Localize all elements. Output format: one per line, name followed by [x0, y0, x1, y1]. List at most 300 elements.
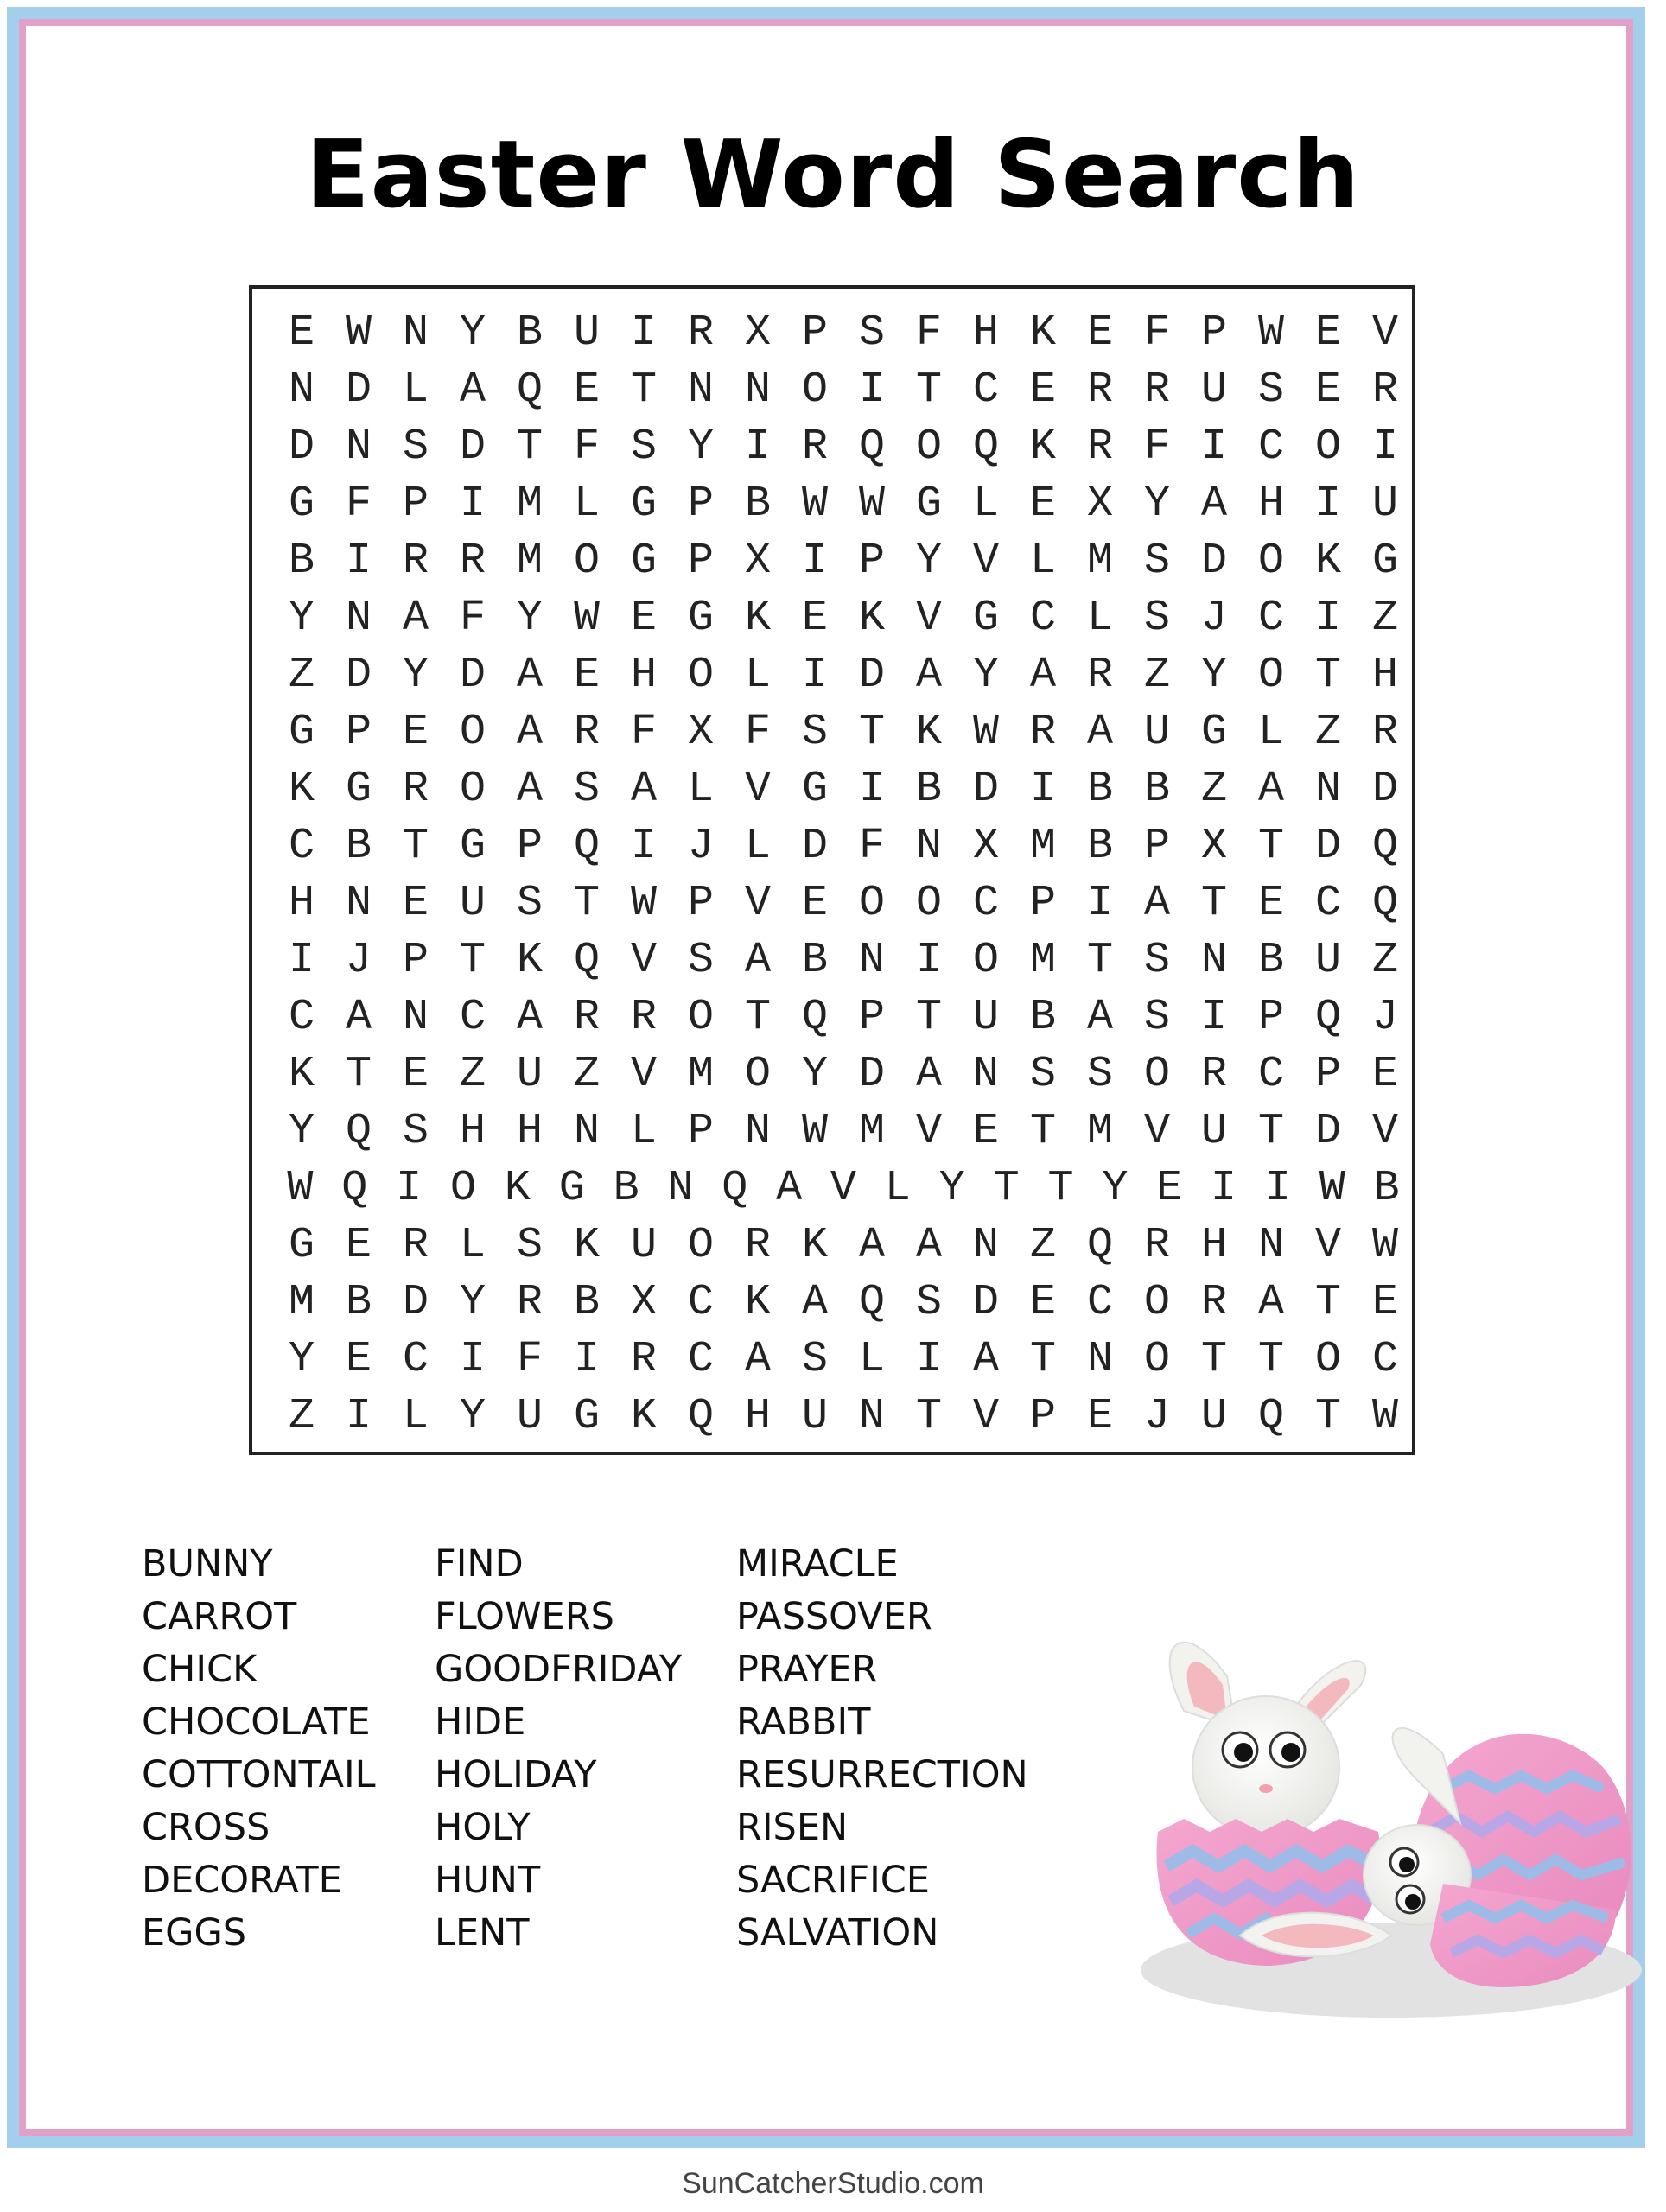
letter-grid: [273, 304, 1414, 1445]
grid-letter: O: [1143, 1049, 1170, 1099]
grid-letter: E: [1314, 365, 1341, 415]
grid-letter: T: [516, 422, 543, 472]
grid-letter: R: [402, 1220, 429, 1270]
grid-letter: G: [630, 536, 657, 586]
grid-letter: Y: [938, 1163, 965, 1213]
grid-letter: F: [630, 707, 657, 757]
grid-letter: Y: [516, 593, 543, 643]
grid-letter: A: [630, 764, 657, 814]
grid-letter: F: [915, 308, 942, 358]
grid-letter: Q: [573, 821, 600, 871]
grid-letter: X: [630, 1277, 657, 1327]
grid-letter: P: [687, 878, 714, 928]
grid-letter: G: [915, 479, 942, 529]
grid-row: [273, 1331, 1414, 1388]
grid-letter: K: [744, 593, 771, 643]
grid-letter: A: [1143, 878, 1170, 928]
grid-letter: P: [801, 308, 828, 358]
grid-letter: W: [573, 593, 600, 643]
grid-letter: V: [630, 1049, 657, 1099]
grid-letter: E: [1371, 1277, 1398, 1327]
grid-letter: K: [516, 935, 543, 985]
grid-letter: A: [744, 1334, 771, 1384]
grid-letter: Q: [341, 1163, 368, 1213]
grid-letter: A: [516, 650, 543, 700]
grid-letter: I: [915, 935, 942, 985]
grid-letter: O: [1257, 536, 1284, 586]
grid-letter: A: [1257, 764, 1284, 814]
grid-letter: K: [858, 593, 885, 643]
grid-letter: Q: [1257, 1391, 1284, 1441]
grid-letter: E: [345, 1334, 372, 1384]
grid-letter: Q: [516, 365, 543, 415]
grid-row: [273, 1217, 1414, 1274]
grid-row: [273, 760, 1414, 817]
grid-letter: A: [516, 992, 543, 1042]
word-list-item: RISEN: [736, 1806, 849, 1849]
grid-letter: I: [396, 1163, 423, 1213]
grid-letter: I: [345, 1391, 372, 1441]
grid-letter: Q: [687, 1391, 714, 1441]
grid-letter: Q: [722, 1163, 748, 1213]
grid-letter: Q: [1314, 992, 1341, 1042]
grid-row: [273, 703, 1414, 760]
grid-letter: T: [1047, 1163, 1074, 1213]
grid-letter: U: [516, 1049, 543, 1099]
grid-letter: O: [915, 422, 942, 472]
grid-letter: S: [1143, 935, 1170, 985]
grid-letter: L: [744, 650, 771, 700]
grid-letter: S: [915, 1277, 942, 1327]
grid-letter: A: [516, 764, 543, 814]
grid-letter: T: [1200, 878, 1227, 928]
grid-letter: R: [1086, 650, 1113, 700]
grid-letter: T: [744, 992, 771, 1042]
grid-letter: N: [1086, 1334, 1113, 1384]
grid-letter: P: [1029, 1391, 1056, 1441]
grid-letter: U: [1143, 707, 1170, 757]
grid-letter: D: [288, 422, 315, 472]
grid-letter: T: [1314, 650, 1341, 700]
grid-letter: E: [972, 1106, 999, 1156]
grid-letter: V: [1143, 1106, 1170, 1156]
grid-letter: B: [1086, 764, 1113, 814]
grid-letter: W: [1371, 1391, 1398, 1441]
grid-letter: O: [915, 878, 942, 928]
grid-letter: R: [1029, 707, 1056, 757]
grid-letter: E: [801, 878, 828, 928]
grid-letter: W: [287, 1163, 314, 1213]
grid-letter: J: [1200, 593, 1227, 643]
grid-letter: M: [1029, 935, 1056, 985]
grid-letter: N: [1257, 1220, 1284, 1270]
grid-letter: E: [345, 1220, 372, 1270]
grid-letter: L: [402, 1391, 429, 1441]
word-list-item: SACRIFICE: [736, 1859, 930, 1902]
grid-letter: I: [630, 821, 657, 871]
grid-letter: N: [402, 308, 429, 358]
grid-letter: N: [915, 821, 942, 871]
grid-letter: Z: [1200, 764, 1227, 814]
grid-letter: I: [744, 422, 771, 472]
grid-row: [273, 1274, 1414, 1331]
grid-letter: O: [459, 764, 486, 814]
grid-letter: J: [1143, 1391, 1170, 1441]
grid-letter: T: [1029, 1334, 1056, 1384]
grid-letter: C: [402, 1334, 429, 1384]
grid-letter: V: [1314, 1220, 1341, 1270]
grid-letter: D: [459, 422, 486, 472]
grid-letter: P: [1314, 1049, 1341, 1099]
grid-letter: R: [744, 1220, 771, 1270]
grid-letter: G: [1200, 707, 1227, 757]
grid-letter: V: [1371, 308, 1398, 358]
grid-letter: N: [1200, 935, 1227, 985]
grid-letter: I: [1029, 764, 1056, 814]
word-list-item: FLOWERS: [435, 1595, 614, 1638]
word-list-column-3: [736, 1538, 1028, 1960]
grid-letter: P: [687, 479, 714, 529]
grid-letter: M: [687, 1049, 714, 1099]
word-list-item: HIDE: [435, 1700, 526, 1744]
grid-letter: G: [573, 1391, 600, 1441]
grid-row: [273, 931, 1414, 988]
grid-letter: K: [630, 1391, 657, 1441]
grid-letter: W: [801, 479, 828, 529]
grid-letter: E: [801, 593, 828, 643]
grid-letter: M: [516, 479, 543, 529]
grid-letter: O: [687, 1220, 714, 1270]
grid-letter: C: [1371, 1334, 1398, 1384]
grid-letter: C: [1257, 593, 1284, 643]
grid-letter: N: [288, 365, 315, 415]
grid-letter: Q: [1371, 821, 1398, 871]
grid-letter: T: [915, 1391, 942, 1441]
grid-letter: U: [1200, 365, 1227, 415]
grid-letter: A: [972, 1334, 999, 1384]
grid-letter: S: [516, 1220, 543, 1270]
grid-letter: Y: [972, 650, 999, 700]
grid-letter: M: [516, 536, 543, 586]
grid-letter: A: [801, 1277, 828, 1327]
grid-letter: L: [573, 479, 600, 529]
grid-letter: D: [345, 365, 372, 415]
grid-letter: B: [801, 935, 828, 985]
grid-letter: B: [744, 479, 771, 529]
grid-letter: N: [573, 1106, 600, 1156]
grid-letter: J: [345, 935, 372, 985]
footer-credit: SunCatcherStudio.com: [682, 2167, 984, 2200]
grid-letter: Y: [1143, 479, 1170, 529]
grid-letter: P: [1029, 878, 1056, 928]
grid-letter: H: [972, 308, 999, 358]
grid-letter: O: [972, 935, 999, 985]
grid-letter: N: [1314, 764, 1341, 814]
grid-letter: Q: [801, 992, 828, 1042]
grid-letter: S: [1086, 1049, 1113, 1099]
grid-letter: O: [1143, 1277, 1170, 1327]
grid-letter: A: [915, 650, 942, 700]
grid-letter: N: [972, 1049, 999, 1099]
grid-letter: N: [744, 1106, 771, 1156]
grid-letter: R: [801, 422, 828, 472]
grid-letter: K: [801, 1220, 828, 1270]
grid-letter: Q: [573, 935, 600, 985]
grid-letter: Y: [402, 650, 429, 700]
grid-letter: I: [1200, 992, 1227, 1042]
grid-letter: K: [1314, 536, 1341, 586]
grid-letter: R: [630, 1334, 657, 1384]
grid-letter: S: [1257, 365, 1284, 415]
grid-letter: O: [1143, 1334, 1170, 1384]
grid-letter: U: [801, 1391, 828, 1441]
grid-letter: K: [288, 1049, 315, 1099]
grid-letter: R: [1143, 1220, 1170, 1270]
grid-letter: A: [1086, 707, 1113, 757]
grid-letter: I: [1264, 1163, 1291, 1213]
grid-letter: F: [1143, 308, 1170, 358]
grid-letter: T: [459, 935, 486, 985]
grid-letter: Q: [1086, 1220, 1113, 1270]
grid-letter: U: [459, 878, 486, 928]
word-list-item: DECORATE: [142, 1859, 342, 1902]
grid-letter: S: [858, 308, 885, 358]
grid-letter: Y: [288, 1106, 315, 1156]
grid-letter: G: [972, 593, 999, 643]
grid-row: [273, 304, 1414, 361]
grid-letter: U: [573, 308, 600, 358]
grid-letter: N: [744, 365, 771, 415]
grid-letter: L: [858, 1334, 885, 1384]
grid-letter: K: [573, 1220, 600, 1270]
grid-letter: Z: [1029, 1220, 1056, 1270]
grid-letter: J: [1371, 992, 1398, 1042]
grid-letter: C: [459, 992, 486, 1042]
grid-letter: V: [630, 935, 657, 985]
grid-letter: N: [667, 1163, 694, 1213]
grid-letter: R: [630, 992, 657, 1042]
grid-letter: I: [1314, 479, 1341, 529]
grid-letter: R: [1086, 365, 1113, 415]
word-list-item: RESURRECTION: [736, 1753, 1028, 1796]
grid-letter: U: [1200, 1391, 1227, 1441]
grid-letter: O: [1314, 422, 1341, 472]
grid-letter: V: [1371, 1106, 1398, 1156]
grid-letter: X: [972, 821, 999, 871]
grid-letter: R: [1200, 1049, 1227, 1099]
grid-letter: C: [972, 365, 999, 415]
grid-letter: Q: [972, 422, 999, 472]
grid-letter: B: [1086, 821, 1113, 871]
grid-letter: K: [915, 707, 942, 757]
grid-letter: C: [1086, 1277, 1113, 1327]
grid-letter: I: [345, 536, 372, 586]
grid-letter: H: [744, 1391, 771, 1441]
grid-letter: W: [1257, 308, 1284, 358]
grid-letter: M: [1086, 1106, 1113, 1156]
grid-letter: B: [1257, 935, 1284, 985]
grid-letter: Q: [1371, 878, 1398, 928]
grid-letter: P: [1143, 821, 1170, 871]
grid-letter: A: [1086, 992, 1113, 1042]
grid-letter: T: [630, 365, 657, 415]
grid-letter: T: [915, 365, 942, 415]
grid-letter: X: [744, 536, 771, 586]
grid-letter: V: [915, 1106, 942, 1156]
grid-letter: T: [1200, 1334, 1227, 1384]
grid-letter: Z: [1371, 593, 1398, 643]
grid-letter: W: [801, 1106, 828, 1156]
grid-letter: A: [1200, 479, 1227, 529]
grid-letter: E: [1086, 1391, 1113, 1441]
grid-letter: B: [573, 1277, 600, 1327]
grid-letter: V: [972, 1391, 999, 1441]
grid-letter: W: [1319, 1163, 1345, 1213]
grid-letter: C: [1257, 1049, 1284, 1099]
grid-letter: E: [1156, 1163, 1183, 1213]
grid-letter: D: [345, 650, 372, 700]
grid-letter: O: [1314, 1334, 1341, 1384]
grid-letter: F: [459, 593, 486, 643]
grid-row: [273, 646, 1414, 703]
grid-letter: E: [1029, 1277, 1056, 1327]
grid-letter: G: [1371, 536, 1398, 586]
grid-letter: H: [1371, 650, 1398, 700]
grid-letter: H: [1200, 1220, 1227, 1270]
grid-letter: E: [1371, 1049, 1398, 1099]
grid-letter: L: [972, 479, 999, 529]
grid-letter: F: [516, 1334, 543, 1384]
grid-row: [273, 532, 1414, 589]
grid-letter: K: [1029, 308, 1056, 358]
grid-letter: U: [972, 992, 999, 1042]
grid-letter: W: [1371, 1220, 1398, 1270]
grid-letter: R: [1143, 365, 1170, 415]
word-list-item: COTTONTAIL: [142, 1753, 376, 1796]
grid-letter: P: [402, 935, 429, 985]
grid-letter: Q: [345, 1106, 372, 1156]
grid-letter: V: [744, 764, 771, 814]
grid-letter: O: [687, 992, 714, 1042]
grid-letter: P: [402, 479, 429, 529]
grid-letter: B: [613, 1163, 639, 1213]
grid-letter: O: [1257, 650, 1284, 700]
grid-letter: T: [1314, 1391, 1341, 1441]
grid-letter: P: [1200, 308, 1227, 358]
grid-letter: C: [687, 1277, 714, 1327]
grid-letter: F: [345, 479, 372, 529]
page-title: Easter Word Search: [305, 121, 1361, 229]
grid-letter: I: [1371, 422, 1398, 472]
grid-letter: W: [345, 308, 372, 358]
grid-letter: I: [801, 650, 828, 700]
grid-letter: O: [858, 878, 885, 928]
puzzle-grid-box: [249, 285, 1415, 1455]
grid-letter: G: [558, 1163, 585, 1213]
grid-letter: M: [288, 1277, 315, 1327]
grid-letter: O: [801, 365, 828, 415]
grid-letter: A: [459, 365, 486, 415]
grid-letter: F: [744, 707, 771, 757]
grid-letter: E: [1029, 365, 1056, 415]
grid-letter: R: [1371, 365, 1398, 415]
grid-letter: T: [915, 992, 942, 1042]
grid-letter: I: [801, 536, 828, 586]
grid-letter: B: [345, 821, 372, 871]
grid-letter: C: [1029, 593, 1056, 643]
grid-letter: D: [1314, 1106, 1341, 1156]
grid-letter: T: [1257, 1106, 1284, 1156]
grid-letter: Y: [915, 536, 942, 586]
grid-letter: U: [630, 1220, 657, 1270]
grid-letter: I: [459, 479, 486, 529]
grid-letter: L: [687, 764, 714, 814]
grid-letter: O: [459, 707, 486, 757]
grid-letter: W: [630, 878, 657, 928]
grid-letter: F: [1143, 422, 1170, 472]
grid-letter: S: [630, 422, 657, 472]
grid-letter: U: [1371, 479, 1398, 529]
grid-letter: Z: [573, 1049, 600, 1099]
grid-letter: Y: [459, 1277, 486, 1327]
grid-letter: H: [288, 878, 315, 928]
grid-letter: D: [402, 1277, 429, 1327]
grid-letter: S: [801, 707, 828, 757]
grid-letter: Z: [459, 1049, 486, 1099]
grid-letter: D: [858, 650, 885, 700]
grid-letter: A: [915, 1220, 942, 1270]
grid-letter: D: [972, 1277, 999, 1327]
grid-letter: E: [402, 707, 429, 757]
grid-letter: E: [630, 593, 657, 643]
grid-row: [273, 1388, 1414, 1445]
word-list-item: EGGS: [142, 1911, 247, 1955]
grid-letter: N: [345, 878, 372, 928]
grid-letter: T: [573, 878, 600, 928]
grid-letter: E: [1086, 308, 1113, 358]
grid-letter: P: [858, 536, 885, 586]
grid-letter: E: [573, 650, 600, 700]
grid-letter: I: [288, 935, 315, 985]
grid-letter: W: [858, 479, 885, 529]
grid-letter: Q: [858, 1277, 885, 1327]
grid-letter: E: [1257, 878, 1284, 928]
grid-letter: Y: [1200, 650, 1227, 700]
grid-letter: A: [402, 593, 429, 643]
grid-letter: I: [858, 764, 885, 814]
grid-letter: D: [459, 650, 486, 700]
grid-letter: A: [345, 992, 372, 1042]
grid-row: [273, 589, 1414, 646]
word-list-item: BUNNY: [142, 1542, 273, 1586]
grid-letter: C: [972, 878, 999, 928]
grid-letter: E: [573, 365, 600, 415]
grid-letter: Z: [1143, 650, 1170, 700]
grid-letter: L: [459, 1220, 486, 1270]
grid-letter: C: [1257, 422, 1284, 472]
word-list-item: CHOCOLATE: [142, 1700, 371, 1744]
grid-letter: B: [1143, 764, 1170, 814]
grid-letter: G: [687, 593, 714, 643]
grid-letter: I: [858, 365, 885, 415]
grid-letter: C: [687, 1334, 714, 1384]
grid-letter: M: [1029, 821, 1056, 871]
grid-letter: S: [402, 422, 429, 472]
grid-letter: I: [1086, 878, 1113, 928]
grid-row: [273, 1046, 1414, 1103]
grid-letter: S: [573, 764, 600, 814]
grid-letter: H: [1257, 479, 1284, 529]
